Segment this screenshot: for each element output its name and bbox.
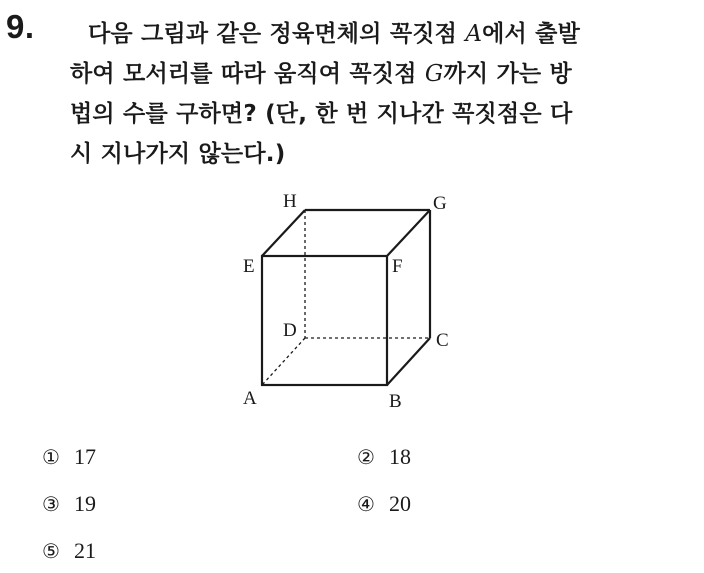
vertex-label-g: G [433,193,447,214]
choice-3[interactable] [42,491,96,517]
vertex-label-a: A [243,388,257,409]
question-line-2-text-a: 하여 모서리를 따라 움직여 꼭짓점 [70,61,425,87]
edge-eh [262,210,305,256]
choice-1-marker: ① [42,445,60,469]
question-line-2-text-b: 까지 가는 방 [443,61,572,87]
end-vertex-variable: G [424,61,444,87]
choice-4-value: 20 [388,491,411,516]
question-number: 9. [6,8,35,45]
choice-3-value: 19 [73,491,96,516]
question-line-4: 시 지나가지 않는다.) [70,141,286,167]
start-vertex-variable: A [465,21,483,47]
choice-1[interactable] [42,444,96,470]
hidden-edge-da [262,338,305,385]
front-face [262,256,387,385]
vertex-label-f: F [392,256,403,277]
question-line-1-text-b: 에서 출발 [482,21,581,47]
vertex-label-b: B [389,391,402,412]
choice-2-marker: ② [357,445,375,469]
choice-5-marker: ⑤ [42,539,60,563]
choice-1-value: 17 [73,444,96,469]
choice-2[interactable] [357,444,411,470]
vertex-label-c: C [436,330,449,351]
edge-fg [387,210,430,256]
choice-3-marker: ③ [42,492,60,516]
choice-5[interactable] [42,538,96,564]
question-line-3: 법의 수를 구하면? (단, 한 번 지나간 꼭짓점은 다 [70,101,573,127]
edge-bc [387,338,430,385]
vertex-label-e: E [243,256,255,277]
vertex-label-d: D [283,320,297,341]
choice-4[interactable] [357,491,411,517]
choice-4-marker: ④ [357,492,375,516]
choice-2-value: 18 [388,444,411,469]
vertex-label-h: H [283,191,297,212]
choice-5-value: 21 [73,538,96,563]
question-line-1-text-a: 다음 그림과 같은 정육면체의 꼭짓점 [88,21,466,47]
